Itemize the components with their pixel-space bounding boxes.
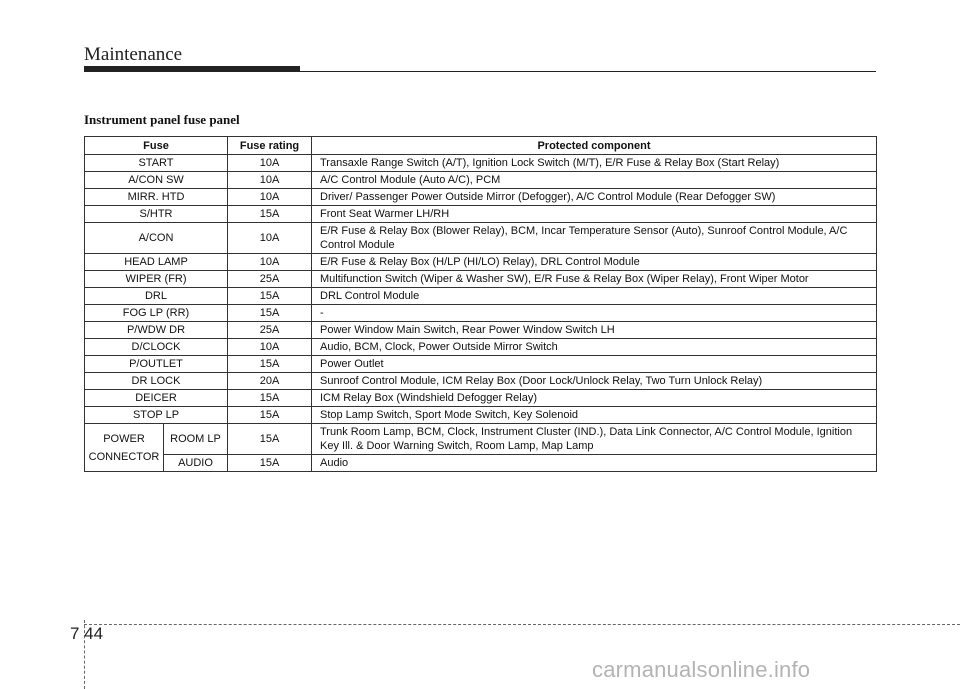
fuse-name-cell: A/CON xyxy=(85,223,228,254)
fuse-name-cell: AUDIO xyxy=(164,455,228,472)
header-fuse: Fuse xyxy=(85,137,228,155)
table-row xyxy=(85,407,877,424)
protected-component-cell: Driver/ Passenger Power Outside Mirror (Defogger), A/C Control Module (Rear Defogger SW) xyxy=(312,189,877,206)
fuse-rating-cell: 15A xyxy=(228,356,312,373)
fuse-rating-cell: 10A xyxy=(228,189,312,206)
fuse-table xyxy=(84,136,877,472)
table-row xyxy=(85,455,877,472)
header-fuse-rating: Fuse rating xyxy=(228,137,312,155)
power-connector-label-line2: CONNECTOR xyxy=(88,450,160,463)
fuse-name-cell: ROOM LP xyxy=(164,424,228,455)
table-row xyxy=(85,254,877,271)
fuse-rating-cell: 20A xyxy=(228,373,312,390)
protected-component-cell: Power Outlet xyxy=(312,356,877,373)
crop-mark-horizontal xyxy=(84,624,960,625)
table-row xyxy=(85,339,877,356)
fuse-name-cell: P/OUTLET xyxy=(85,356,228,373)
fuse-rating-cell: 10A xyxy=(228,339,312,356)
table-row xyxy=(85,373,877,390)
protected-component-cell: Stop Lamp Switch, Sport Mode Switch, Key Solenoid xyxy=(312,407,877,424)
protected-component-cell: - xyxy=(312,305,877,322)
protected-component-cell: E/R Fuse & Relay Box (Blower Relay), BCM, Incar Temperature Sensor (Auto), Sunroof Control Module, A/C Control Module xyxy=(312,223,877,254)
fuse-rating-cell: 10A xyxy=(228,155,312,172)
fuse-rating-cell: 25A xyxy=(228,322,312,339)
table-row xyxy=(85,155,877,172)
protected-component-cell: Sunroof Control Module, ICM Relay Box (Door Lock/Unlock Relay, Two Turn Unlock Relay) xyxy=(312,373,877,390)
fuse-rating-cell: 15A xyxy=(228,390,312,407)
fuse-rating-cell: 25A xyxy=(228,271,312,288)
power-connector-label-line1: POWER xyxy=(103,432,145,445)
table-row xyxy=(85,271,877,288)
protected-component-cell: Power Window Main Switch, Rear Power Window Switch LH xyxy=(312,322,877,339)
fuse-rating-cell: 15A xyxy=(228,455,312,472)
fuse-rating-cell: 15A xyxy=(228,288,312,305)
fuse-name-cell: FOG LP (RR) xyxy=(85,305,228,322)
fuse-rating-cell: 15A xyxy=(228,206,312,223)
fuse-name-cell: DRL xyxy=(85,288,228,305)
fuse-rating-cell: 10A xyxy=(228,172,312,189)
fuse-name-cell: MIRR. HTD xyxy=(85,189,228,206)
table-row xyxy=(85,390,877,407)
table-row xyxy=(85,223,877,254)
protected-component-cell: Trunk Room Lamp, BCM, Clock, Instrument Cluster (IND.), Data Link Connector, A/C Control Module, Ignition Key Ill. & Door Warning Switch, Room Lamp, Map Lamp xyxy=(312,424,877,455)
table-header-row xyxy=(85,137,877,155)
table-row xyxy=(85,172,877,189)
fuse-name-cell: DEICER xyxy=(85,390,228,407)
fuse-rating-cell: 15A xyxy=(228,305,312,322)
table-row xyxy=(85,288,877,305)
page-section-title: Maintenance xyxy=(84,44,183,65)
protected-component-cell: A/C Control Module (Auto A/C), PCM xyxy=(312,172,877,189)
fuse-name-cell: D/CLOCK xyxy=(85,339,228,356)
section-heading: Instrument panel fuse panel xyxy=(84,112,240,127)
protected-component-cell: E/R Fuse & Relay Box (H/LP (HI/LO) Relay), DRL Control Module xyxy=(312,254,877,271)
fuse-rating-cell: 10A xyxy=(228,223,312,254)
header-rule xyxy=(300,71,876,72)
fuse-name-cell: DR LOCK xyxy=(85,373,228,390)
header-protected-component: Protected component xyxy=(312,137,877,155)
table-row xyxy=(85,322,877,339)
table-row xyxy=(85,206,877,223)
protected-component-cell: Multifunction Switch (Wiper & Washer SW), E/R Fuse & Relay Box (Wiper Relay), Front Wiper Motor xyxy=(312,271,877,288)
fuse-name-cell: P/WDW DR xyxy=(85,322,228,339)
fuse-name-cell: START xyxy=(85,155,228,172)
power-connector-cell xyxy=(85,424,164,472)
fuse-rating-cell: 10A xyxy=(228,254,312,271)
header-bar xyxy=(84,66,300,72)
protected-component-cell: DRL Control Module xyxy=(312,288,877,305)
fuse-rating-cell: 15A xyxy=(228,424,312,455)
fuse-name-cell: STOP LP xyxy=(85,407,228,424)
fuse-name-cell: WIPER (FR) xyxy=(85,271,228,288)
table-row xyxy=(85,305,877,322)
page-number: 7 44 xyxy=(70,624,104,643)
fuse-name-cell: S/HTR xyxy=(85,206,228,223)
protected-component-cell: Audio, BCM, Clock, Power Outside Mirror Switch xyxy=(312,339,877,356)
table-row xyxy=(85,424,877,455)
fuse-name-cell: HEAD LAMP xyxy=(85,254,228,271)
protected-component-cell: Audio xyxy=(312,455,877,472)
watermark: carmanualsonline.info xyxy=(592,657,811,682)
protected-component-cell: Front Seat Warmer LH/RH xyxy=(312,206,877,223)
protected-component-cell: Transaxle Range Switch (A/T), Ignition Lock Switch (M/T), E/R Fuse & Relay Box (Start Relay) xyxy=(312,155,877,172)
table-row xyxy=(85,189,877,206)
fuse-rating-cell: 15A xyxy=(228,407,312,424)
protected-component-cell: ICM Relay Box (Windshield Defogger Relay) xyxy=(312,390,877,407)
fuse-name-cell: A/CON SW xyxy=(85,172,228,189)
table-row xyxy=(85,356,877,373)
